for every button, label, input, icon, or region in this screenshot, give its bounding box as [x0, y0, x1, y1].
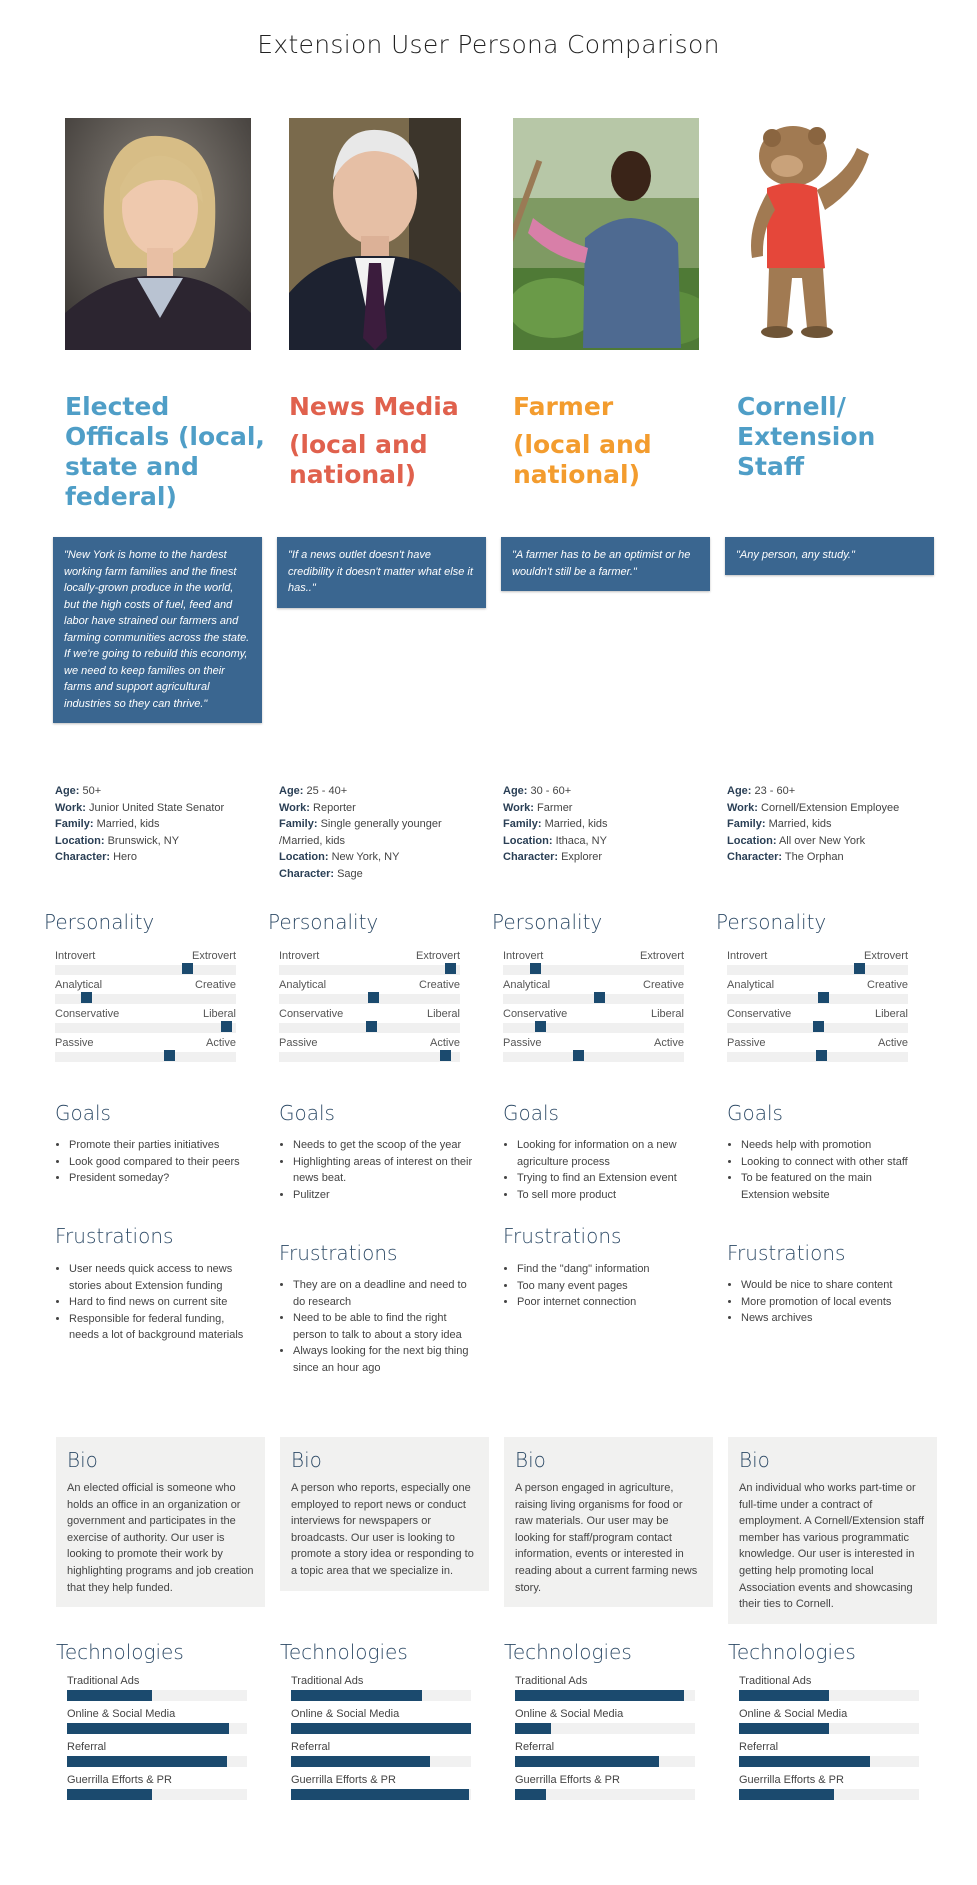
- list-item: • Look good compared to their peers: [69, 1154, 249, 1171]
- personality-slider: [727, 950, 908, 979]
- persona-heading-main: Cornell/ Extension Staff: [737, 392, 876, 481]
- list-item: • To be featured on the main Extension website: [741, 1170, 921, 1203]
- slider-knob: [818, 992, 829, 1003]
- persona-quote: "A farmer has to be an optimist or he wouldn't still be a farmer.": [501, 537, 710, 591]
- bar-fill: [291, 1723, 471, 1734]
- trait-right-label: Extrovert: [639, 950, 684, 962]
- goals-list: [727, 1137, 921, 1203]
- list-item: • Hard to find news on current site: [69, 1294, 249, 1311]
- bar-fill: [739, 1723, 829, 1734]
- technology-label: Guerrilla Efforts & PR: [515, 1774, 620, 1786]
- list-item: • Needs to get the scoop of the year: [293, 1137, 473, 1154]
- technologies-heading: Technologies: [728, 1640, 856, 1664]
- location-label: Location:: [55, 834, 105, 847]
- work-value: Farmer: [537, 801, 573, 814]
- bar-fill: [739, 1756, 870, 1767]
- goals-heading: Goals: [279, 1101, 335, 1125]
- personality-slider: [727, 1037, 908, 1066]
- bio-text: An elected official is someone who holds an office in an organization or government and participates in the exercise of authority. Our user is looking to promote their work by highlighting programs and job creation that they help funded.: [67, 1482, 254, 1594]
- trait-right-label: Creative: [195, 979, 236, 991]
- family-label: Family:: [503, 818, 542, 831]
- slider-track: [55, 965, 236, 975]
- personality-sliders: [503, 950, 684, 1066]
- personality-slider: [55, 979, 236, 1008]
- family-label: Family:: [727, 818, 766, 831]
- technology-bar: [67, 1741, 247, 1774]
- trait-left-label: Introvert: [279, 950, 320, 962]
- age-value: 30 - 60+: [530, 785, 572, 797]
- personality-heading: Personality: [716, 910, 827, 934]
- frustrations-list: [727, 1277, 921, 1327]
- bar-fill: [291, 1756, 430, 1767]
- persona-heading: [513, 392, 723, 490]
- frustrations-list: [279, 1277, 473, 1376]
- list-item: • Need to be able to find the right person to talk to about a story idea: [293, 1310, 473, 1343]
- technologies-heading: Technologies: [56, 1640, 184, 1664]
- character-value: Sage: [337, 867, 363, 880]
- trait-left-label: Passive: [55, 1037, 94, 1049]
- slider-knob: [816, 1050, 827, 1061]
- list-item: • Would be nice to share content: [741, 1277, 921, 1294]
- trait-left-label: Analytical: [503, 979, 551, 991]
- bar-fill: [67, 1756, 227, 1767]
- location-value: Brunswick, NY: [107, 834, 180, 847]
- character-label: Character:: [727, 851, 783, 864]
- trait-right-label: Extrovert: [863, 950, 908, 962]
- age-label: Age:: [279, 785, 304, 797]
- bar-fill: [291, 1690, 422, 1701]
- personality-slider: [279, 1037, 460, 1066]
- trait-right-label: Liberal: [202, 1008, 236, 1020]
- work-label: Work:: [55, 801, 86, 814]
- slider-knob: [535, 1021, 546, 1032]
- age-label: Age:: [503, 785, 528, 797]
- technology-bar: [739, 1675, 919, 1708]
- technology-label: Online & Social Media: [739, 1708, 848, 1720]
- location-value: All over New York: [778, 834, 866, 847]
- persona-heading: [65, 392, 275, 512]
- location-label: Location:: [727, 834, 777, 847]
- bio-text: An individual who works part-time or full-time under a contract of employment. A Cornell/Extension staff member has various programmatic knowledge. Our user is interested in getting help promoting local Association events and showcasing their ties to Cornell.: [739, 1482, 925, 1611]
- reporter-portrait-photo: [289, 118, 461, 350]
- persona-quote: "New York is home to the hardest working farm families and the finest locally-grown produce in the world, but the high costs of fuel, feed and labor have strained our farmers and farming communities across the state. If we're going to rebuild this economy, we need to keep families on their farms and support agricultural industries so they can thrive.": [53, 537, 262, 723]
- persona-facts: [279, 783, 459, 883]
- slider-knob: [573, 1050, 584, 1061]
- technologies-heading: Technologies: [280, 1640, 408, 1664]
- technology-label: Guerrilla Efforts & PR: [291, 1774, 396, 1786]
- character-value: Hero: [113, 851, 137, 864]
- technology-label: Traditional Ads: [67, 1675, 140, 1687]
- bio-box: [56, 1437, 265, 1607]
- personality-heading: Personality: [268, 910, 379, 934]
- technology-bar: [739, 1741, 919, 1774]
- list-item: • Looking for information on a new agriculture process: [517, 1137, 697, 1170]
- trait-left-label: Passive: [279, 1037, 318, 1049]
- slider-track: [727, 965, 908, 975]
- bar-fill: [515, 1690, 684, 1701]
- age-value: 23 - 60+: [754, 785, 796, 797]
- persona-quote: "If a news outlet doesn't have credibility it doesn't matter what else it has..": [277, 537, 486, 608]
- technology-label: Guerrilla Efforts & PR: [739, 1774, 844, 1786]
- goals-list: [55, 1137, 249, 1187]
- personality-sliders: [727, 950, 908, 1066]
- technology-bar: [739, 1774, 919, 1807]
- family-value: Single generally younger /Married, kids: [279, 818, 442, 847]
- trait-left-label: Conservative: [279, 1008, 344, 1020]
- bar-fill: [515, 1723, 551, 1734]
- slider-knob: [440, 1050, 451, 1061]
- slider-knob: [530, 963, 541, 974]
- mascot-bear-photo: [737, 118, 923, 350]
- technology-label: Traditional Ads: [291, 1675, 364, 1687]
- technology-bar: [515, 1774, 695, 1807]
- list-item: • News archives: [741, 1310, 921, 1327]
- bio-text: A person engaged in agriculture, raising living organisms for food or raw materials. Our user may be looking for staff/program contact information, events or interested in reading about a current farming news story.: [515, 1482, 698, 1594]
- slider-track: [55, 1052, 236, 1062]
- list-item: • User needs quick access to news stories about Extension funding: [69, 1261, 249, 1294]
- technology-bars: [739, 1675, 919, 1807]
- slider-knob: [854, 963, 865, 974]
- slider-knob: [813, 1021, 824, 1032]
- slider-knob: [594, 992, 605, 1003]
- technology-label: Referral: [67, 1741, 107, 1753]
- bar-fill: [67, 1723, 229, 1734]
- technology-bar: [515, 1675, 695, 1708]
- persona-facts: [55, 783, 224, 866]
- slider-knob: [221, 1021, 232, 1032]
- senator-portrait-photo: [65, 118, 251, 350]
- location-label: Location:: [503, 834, 553, 847]
- bio-box: [280, 1437, 489, 1591]
- trait-right-label: Extrovert: [191, 950, 236, 962]
- technology-bar: [291, 1774, 471, 1807]
- technology-bars: [67, 1675, 247, 1807]
- character-label: Character:: [503, 851, 559, 864]
- family-value: Married, kids: [544, 818, 608, 831]
- frustrations-heading: Frustrations: [727, 1241, 846, 1265]
- frustrations-list: [503, 1261, 697, 1311]
- trait-left-label: Analytical: [727, 979, 775, 991]
- list-item: • President someday?: [69, 1170, 249, 1187]
- character-label: Character:: [279, 867, 335, 880]
- farmer-portrait-photo: [513, 118, 699, 350]
- family-value: Married, kids: [768, 818, 832, 831]
- page-title: Extension User Persona Comparison: [257, 30, 720, 59]
- trait-left-label: Passive: [503, 1037, 542, 1049]
- work-value: Junior United State Senator: [89, 801, 225, 814]
- persona-facts: [727, 783, 899, 866]
- personality-slider: [503, 950, 684, 979]
- frustrations-list: [55, 1261, 249, 1344]
- goals-heading: Goals: [727, 1101, 783, 1125]
- technology-label: Referral: [291, 1741, 331, 1753]
- technology-label: Referral: [515, 1741, 555, 1753]
- technology-bar: [67, 1675, 247, 1708]
- bar-fill: [739, 1690, 829, 1701]
- frustrations-heading: Frustrations: [55, 1224, 174, 1248]
- bar-fill: [291, 1789, 469, 1800]
- technology-label: Online & Social Media: [515, 1708, 624, 1720]
- slider-knob: [368, 992, 379, 1003]
- character-value: The Orphan: [784, 851, 844, 864]
- trait-right-label: Liberal: [650, 1008, 684, 1020]
- list-item: • Highlighting areas of interest on their news beat.: [293, 1154, 473, 1187]
- personality-heading: Personality: [492, 910, 603, 934]
- bar-fill: [515, 1756, 659, 1767]
- goals-heading: Goals: [55, 1101, 111, 1125]
- persona-quote: "Any person, any study.": [725, 537, 934, 575]
- goals-list: [503, 1137, 697, 1203]
- list-item: • Always looking for the next big thing since an hour ago: [293, 1343, 473, 1376]
- trait-right-label: Extrovert: [415, 950, 460, 962]
- list-item: • Too many event pages: [517, 1278, 697, 1295]
- slider-track: [503, 1052, 684, 1062]
- age-value: 25 - 40+: [306, 785, 348, 797]
- family-label: Family:: [279, 818, 318, 831]
- persona-heading-sub: (local and national): [289, 430, 428, 489]
- technology-bar: [515, 1741, 695, 1774]
- personality-slider: [727, 979, 908, 1008]
- trait-right-label: Liberal: [426, 1008, 460, 1020]
- personality-slider: [279, 979, 460, 1008]
- personality-slider: [503, 1008, 684, 1037]
- bio-heading: Bio: [515, 1448, 546, 1472]
- bar-fill: [67, 1690, 152, 1701]
- family-label: Family:: [55, 818, 94, 831]
- personality-sliders: [279, 950, 460, 1066]
- age-value: 50+: [82, 785, 102, 797]
- trait-right-label: Creative: [419, 979, 460, 991]
- goals-heading: Goals: [503, 1101, 559, 1125]
- list-item: • To sell more product: [517, 1187, 697, 1204]
- technology-label: Traditional Ads: [739, 1675, 812, 1687]
- slider-knob: [182, 963, 193, 974]
- work-value: Cornell/Extension Employee: [761, 801, 900, 814]
- technology-bar: [515, 1708, 695, 1741]
- slider-knob: [164, 1050, 175, 1061]
- persona-heading-sub: (local and national): [513, 430, 652, 489]
- technology-bars: [515, 1675, 695, 1807]
- technology-bar: [291, 1741, 471, 1774]
- bio-heading: Bio: [67, 1448, 98, 1472]
- location-value: Ithaca, NY: [555, 834, 607, 847]
- technology-bar: [739, 1708, 919, 1741]
- technology-bar: [291, 1708, 471, 1741]
- persona-heading: [737, 392, 947, 482]
- personality-slider: [55, 1037, 236, 1066]
- technology-bar: [67, 1708, 247, 1741]
- work-label: Work:: [279, 801, 310, 814]
- age-label: Age:: [55, 785, 80, 797]
- age-label: Age:: [727, 785, 752, 797]
- personality-heading: Personality: [44, 910, 155, 934]
- frustrations-heading: Frustrations: [279, 1241, 398, 1265]
- personality-slider: [503, 979, 684, 1008]
- trait-right-label: Liberal: [874, 1008, 908, 1020]
- trait-right-label: Creative: [643, 979, 684, 991]
- work-value: Reporter: [313, 801, 356, 814]
- location-label: Location:: [279, 851, 329, 864]
- slider-knob: [81, 992, 92, 1003]
- trait-right-label: Active: [206, 1037, 236, 1049]
- list-item: • Promote their parties initiatives: [69, 1137, 249, 1154]
- technology-bar: [67, 1774, 247, 1807]
- bar-fill: [739, 1789, 834, 1800]
- work-label: Work:: [503, 801, 534, 814]
- trait-left-label: Passive: [727, 1037, 766, 1049]
- list-item: • Find the "dang" information: [517, 1261, 697, 1278]
- trait-left-label: Conservative: [727, 1008, 792, 1020]
- bio-box: [728, 1437, 937, 1624]
- trait-left-label: Introvert: [55, 950, 96, 962]
- trait-right-label: Active: [430, 1037, 460, 1049]
- list-item: • Poor internet connection: [517, 1294, 697, 1311]
- bio-heading: Bio: [291, 1448, 322, 1472]
- location-value: New York, NY: [331, 851, 400, 864]
- trait-left-label: Analytical: [55, 979, 103, 991]
- personality-slider: [279, 950, 460, 979]
- list-item: • Responsible for federal funding, needs a lot of background materials: [69, 1311, 249, 1344]
- list-item: • Pulitzer: [293, 1187, 473, 1204]
- persona-heading-main: Farmer: [513, 392, 614, 421]
- technology-bars: [291, 1675, 471, 1807]
- trait-left-label: Introvert: [727, 950, 768, 962]
- personality-slider: [503, 1037, 684, 1066]
- list-item: • More promotion of local events: [741, 1294, 921, 1311]
- trait-left-label: Conservative: [55, 1008, 120, 1020]
- work-label: Work:: [727, 801, 758, 814]
- technologies-heading: Technologies: [504, 1640, 632, 1664]
- trait-left-label: Conservative: [503, 1008, 568, 1020]
- bio-box: [504, 1437, 713, 1607]
- trait-right-label: Creative: [867, 979, 908, 991]
- character-label: Character:: [55, 851, 111, 864]
- bar-fill: [515, 1789, 546, 1800]
- bio-heading: Bio: [739, 1448, 770, 1472]
- technology-label: Online & Social Media: [67, 1708, 176, 1720]
- goals-list: [279, 1137, 473, 1203]
- personality-slider: [55, 1008, 236, 1037]
- frustrations-heading: Frustrations: [503, 1224, 622, 1248]
- personality-slider: [279, 1008, 460, 1037]
- trait-right-label: Active: [878, 1037, 908, 1049]
- trait-right-label: Active: [654, 1037, 684, 1049]
- family-value: Married, kids: [96, 818, 160, 831]
- technology-label: Guerrilla Efforts & PR: [67, 1774, 172, 1786]
- list-item: • They are on a deadline and need to do research: [293, 1277, 473, 1310]
- personality-slider: [727, 1008, 908, 1037]
- technology-label: Online & Social Media: [291, 1708, 400, 1720]
- personality-slider: [55, 950, 236, 979]
- slider-knob: [366, 1021, 377, 1032]
- slider-track: [279, 1052, 460, 1062]
- personality-sliders: [55, 950, 236, 1066]
- persona-facts: [503, 783, 608, 866]
- bar-fill: [67, 1789, 152, 1800]
- list-item: • Needs help with promotion: [741, 1137, 921, 1154]
- slider-track: [55, 1023, 236, 1033]
- bio-text: A person who reports, especially one employed to report news or conduct interviews for newspapers or broadcasts. Our user is looking to promote a story idea or responding to a topic area that we specialize in.: [291, 1482, 474, 1577]
- persona-heading: [289, 392, 499, 490]
- trait-left-label: Introvert: [503, 950, 544, 962]
- technology-label: Traditional Ads: [515, 1675, 588, 1687]
- technology-label: Referral: [739, 1741, 779, 1753]
- persona-heading-main: News Media: [289, 392, 459, 421]
- slider-track: [503, 1023, 684, 1033]
- list-item: • Trying to find an Extension event: [517, 1170, 697, 1187]
- persona-heading-main: Elected Officals (local, state and federal): [65, 392, 265, 511]
- list-item: • Looking to connect with other staff: [741, 1154, 921, 1171]
- slider-track: [279, 965, 460, 975]
- slider-knob: [445, 963, 456, 974]
- technology-bar: [291, 1675, 471, 1708]
- trait-left-label: Analytical: [279, 979, 327, 991]
- character-value: Explorer: [561, 851, 603, 864]
